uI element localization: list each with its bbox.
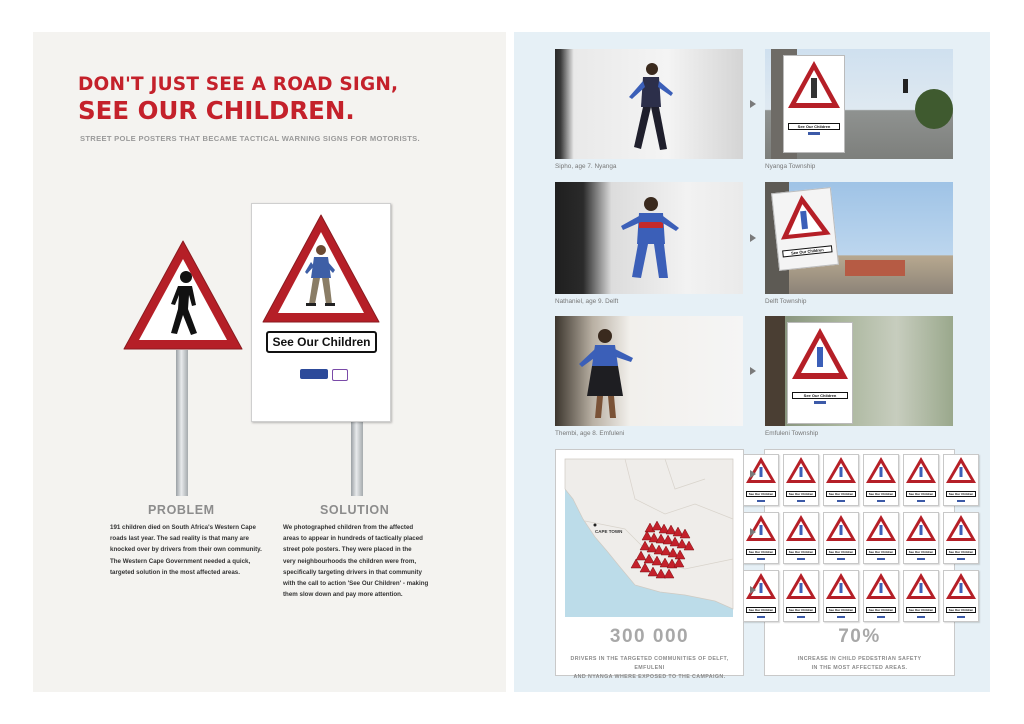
- sponsor-logos: [300, 369, 346, 379]
- mini-cta: See Our Children: [946, 607, 976, 613]
- mini-cta: See Our Children: [826, 607, 856, 613]
- photo-caption-3: Thembi, age 8. Emfuleni: [555, 430, 625, 437]
- mini-logo: [957, 616, 965, 618]
- mini-warning-sign: [824, 513, 858, 543]
- problem-title: PROBLEM: [148, 503, 215, 517]
- mini-logo: [877, 500, 885, 502]
- mini-warning-sign: [904, 513, 938, 543]
- stat-value-safety: 70%: [838, 626, 881, 647]
- standing-child-figure: [555, 182, 743, 294]
- poster-wall-stat-box: [748, 449, 974, 676]
- tiled-poster: [783, 454, 819, 506]
- mini-logo: [957, 558, 965, 560]
- pedestrian-warning-sign: [120, 237, 246, 355]
- arrow-icon: [750, 100, 756, 108]
- house: [845, 260, 905, 276]
- tiled-poster: [823, 570, 859, 622]
- arrow-icon: [750, 528, 756, 536]
- mini-cta: See Our Children: [866, 549, 896, 555]
- headline-line-2: SEE OUR CHILDREN.: [78, 96, 355, 125]
- child-warning-sign: [259, 212, 383, 326]
- street-photo-nyanga: [765, 49, 953, 159]
- location-caption-2: Delft Township: [765, 298, 807, 305]
- poster-call-to-action: See Our Children: [266, 331, 377, 353]
- mini-logo: [757, 616, 765, 618]
- tiled-poster: [863, 570, 899, 622]
- tiled-poster: [743, 512, 779, 564]
- headline-line-1: DON'T JUST SEE A ROAD SIGN,: [78, 74, 399, 95]
- studio-photo-sipho: [555, 49, 743, 159]
- mini-warning-sign: [904, 455, 938, 485]
- mini-cta: See Our Children: [746, 607, 776, 613]
- mini-logo: [837, 500, 845, 502]
- mini-logo: [957, 500, 965, 502]
- mini-cta: See Our Children: [792, 392, 848, 399]
- tiled-poster: [823, 454, 859, 506]
- arrow-icon: [750, 367, 756, 375]
- street-photo-emfuleni: [765, 316, 953, 426]
- tagline: STREET POLE POSTERS THAT BECAME TACTICAL WARNING SIGNS FOR MOTORISTS.: [80, 134, 420, 143]
- mini-cta: See Our Children: [866, 607, 896, 613]
- mini-cta: See Our Children: [946, 491, 976, 497]
- mini-cta: See Our Children: [786, 607, 816, 613]
- street-photo-delft: [765, 182, 953, 294]
- stat-value-drivers: 300 000: [609, 626, 690, 647]
- tiled-poster: [943, 454, 979, 506]
- stat-caption-drivers: DRIVERS IN THE TARGETED COMMUNITIES OF DELFT, EMFULENI AND NYANGA WHERE EXPOSED TO THE CAMPAIGN.: [570, 656, 729, 680]
- arrow-icon: [750, 470, 756, 478]
- poster-pole: [351, 419, 363, 496]
- mini-warning-sign: [944, 571, 978, 601]
- mini-cta: See Our Children: [946, 549, 976, 555]
- mini-logo: [917, 616, 925, 618]
- stat-caption-safety: INCREASE IN CHILD PEDESTRIAN SAFETY IN THE MOST AFFECTED AREAS.: [797, 656, 922, 671]
- mini-cta: See Our Children: [906, 549, 936, 555]
- mini-cta: See Our Children: [746, 549, 776, 555]
- mini-logo: [797, 500, 805, 502]
- studio-photo-nathaniel: [555, 182, 743, 294]
- mini-logo: [814, 401, 826, 404]
- mini-warning-sign: [784, 571, 818, 601]
- mini-cta: See Our Children: [788, 123, 840, 130]
- government-logo: [300, 369, 328, 379]
- mini-logo: [757, 558, 765, 560]
- safety-logo: [332, 369, 348, 381]
- tiled-poster: [863, 454, 899, 506]
- problem-body: 191 children died on South Africa's Western Cape roads last year. The sad reality is that many are knocked over by drivers from their own community. The Western Cape Government needed a quick, targeted solution in the most affected areas.: [110, 524, 262, 576]
- tiled-poster: [903, 512, 939, 564]
- tiled-poster: [783, 570, 819, 622]
- mini-logo: [877, 616, 885, 618]
- mini-cta: See Our Children: [866, 491, 896, 497]
- mini-cta: See Our Children: [782, 245, 832, 257]
- sign-pole-left: [176, 350, 188, 496]
- tree: [915, 89, 953, 129]
- mini-logo: [877, 558, 885, 560]
- arrow-icon: [750, 586, 756, 594]
- mini-logo: [797, 558, 805, 560]
- tiled-poster: [943, 570, 979, 622]
- street-poster: [771, 187, 839, 271]
- mini-cta: See Our Children: [786, 549, 816, 555]
- tiled-poster: [903, 570, 939, 622]
- tiled-poster: [823, 512, 859, 564]
- mini-warning-sign: [784, 455, 818, 485]
- mini-cta: See Our Children: [906, 607, 936, 613]
- traffic-light: [903, 79, 908, 93]
- mini-logo: [837, 558, 845, 560]
- mini-cta: See Our Children: [826, 549, 856, 555]
- tiled-poster: [783, 512, 819, 564]
- girl-figure: [555, 316, 743, 426]
- mini-warning-sign: [824, 571, 858, 601]
- solution-body: We photographed children from the affected areas to appear in hundreds of tactically placed street pole posters. They were placed in the very neighbourhoods the children were from, specifically targeting drivers in that community with the call to action 'See Our Children' - making them slow down and pay more attention.: [283, 524, 429, 599]
- solution-title: SOLUTION: [320, 503, 390, 517]
- mini-warning-sign: [864, 455, 898, 485]
- mini-logo: [808, 132, 820, 135]
- mini-warning-sign: [772, 188, 835, 244]
- location-caption-3: Emfuleni Township: [765, 430, 819, 437]
- photo-caption-1: Sipho, age 7. Nyanga: [555, 163, 617, 170]
- mini-warning-sign: [944, 455, 978, 485]
- mini-warning-sign: [904, 571, 938, 601]
- western-cape-map: [565, 459, 733, 617]
- mini-cta: See Our Children: [906, 491, 936, 497]
- studio-photo-thembi: [555, 316, 743, 426]
- mini-warning-sign: [944, 513, 978, 543]
- tiled-poster: [903, 454, 939, 506]
- mini-cta: See Our Children: [746, 491, 776, 497]
- mini-logo: [757, 500, 765, 502]
- tiled-poster: [743, 454, 779, 506]
- pole: [765, 316, 785, 426]
- poster-wall: [748, 450, 974, 620]
- map: [565, 459, 733, 617]
- mini-warning-sign: [864, 513, 898, 543]
- mini-cta: See Our Children: [786, 491, 816, 497]
- see-our-children-poster: [251, 203, 391, 422]
- mini-warning-sign: [824, 455, 858, 485]
- mini-warning-sign: [784, 56, 844, 116]
- map-stat-box: [555, 449, 744, 680]
- arrow-icon: [750, 234, 756, 242]
- street-poster: [783, 55, 845, 153]
- mini-logo: [797, 616, 805, 618]
- mini-warning-sign: [864, 571, 898, 601]
- mini-warning-sign: [788, 323, 852, 385]
- location-caption-1: Nyanga Township: [765, 163, 816, 170]
- mini-cta: See Our Children: [826, 491, 856, 497]
- mini-warning-sign: [784, 513, 818, 543]
- photo-caption-2: Nathaniel, age 9. Delft: [555, 298, 619, 305]
- mini-logo: [917, 558, 925, 560]
- map-city-label: CAPE TOWN: [595, 529, 623, 534]
- tiled-poster: [863, 512, 899, 564]
- mini-logo: [917, 500, 925, 502]
- tiled-poster: [943, 512, 979, 564]
- street-poster: [787, 322, 853, 424]
- mini-logo: [837, 616, 845, 618]
- walking-child-figure: [555, 49, 743, 159]
- tiled-poster: [743, 570, 779, 622]
